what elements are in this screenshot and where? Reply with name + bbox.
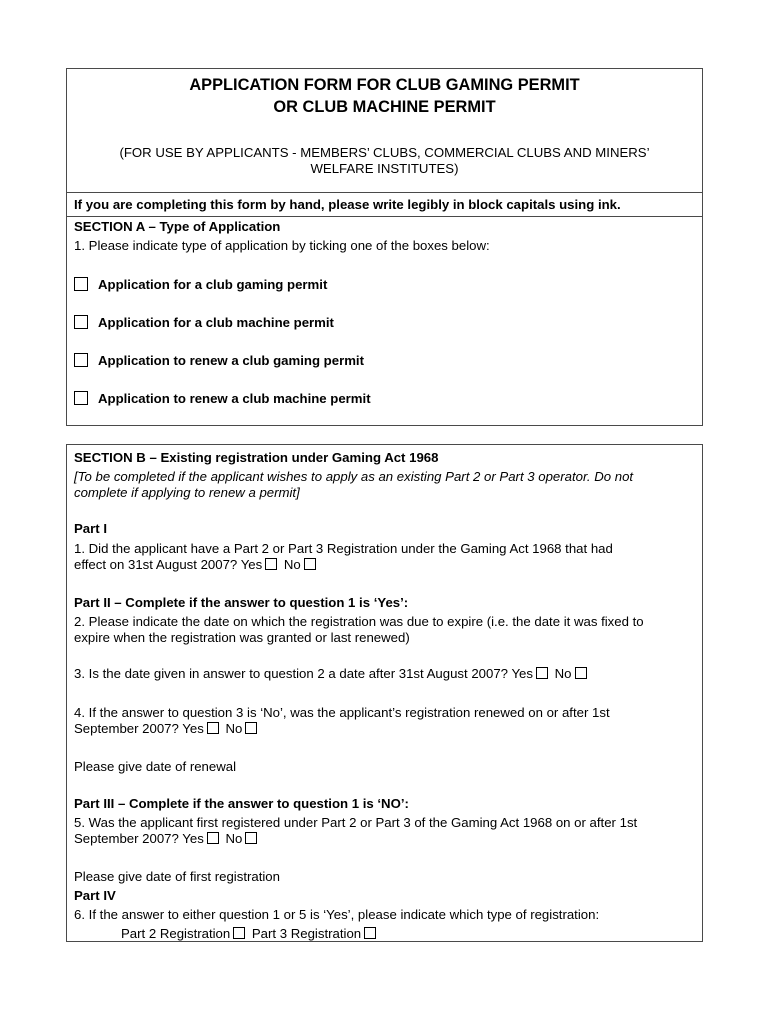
part4-heading: Part IV bbox=[74, 888, 116, 903]
q2-line2: expire when the registration was granted or last renewed) bbox=[74, 630, 410, 645]
q1-line1: 1. Did the applicant have a Part 2 or Part 3 Registration under the Gaming Act 1968 that had bbox=[74, 541, 613, 556]
checkbox-club-machine-permit[interactable] bbox=[74, 315, 88, 329]
checkbox-renew-gaming-permit[interactable] bbox=[74, 353, 88, 367]
section-a-heading: SECTION A – Type of Application bbox=[74, 219, 281, 234]
q4-line2-row: September 2007? Yes No bbox=[74, 721, 260, 737]
q6-options-row: Part 2 Registration Part 3 Registration bbox=[121, 926, 379, 942]
form-subtitle-line1: (FOR USE BY APPLICANTS - MEMBERS’ CLUBS, COMMERCIAL CLUBS AND MINERS’ bbox=[119, 145, 650, 160]
q5-yes-checkbox[interactable] bbox=[207, 832, 219, 844]
q4-yes-checkbox[interactable] bbox=[207, 722, 219, 734]
form-subtitle-line2: WELFARE INSTITUTES) bbox=[310, 161, 459, 176]
divider bbox=[67, 192, 702, 193]
q5-line1: 5. Was the applicant first registered under Part 2 or Part 3 of the Gaming Act 1968 on or after 1st bbox=[74, 815, 638, 830]
checkbox-club-gaming-permit[interactable] bbox=[74, 277, 88, 291]
instruction-text: If you are completing this form by hand, please write legibly in block capitals using ink. bbox=[74, 197, 621, 212]
section-a-question: 1. Please indicate type of application by ticking one of the boxes below: bbox=[74, 238, 490, 253]
option-club-gaming-permit: Application for a club gaming permit bbox=[74, 277, 327, 293]
checkbox-renew-machine-permit[interactable] bbox=[74, 391, 88, 405]
q2-line1: 2. Please indicate the date on which the registration was due to expire (i.e. the date it was fixed to bbox=[74, 614, 644, 629]
q1-line2-row: effect on 31st August 2007? Yes No bbox=[74, 557, 319, 573]
part2-registration-checkbox[interactable] bbox=[233, 927, 245, 939]
q5-no-checkbox[interactable] bbox=[245, 832, 257, 844]
section-a-box bbox=[66, 68, 703, 426]
divider bbox=[67, 216, 702, 217]
section-b-note-line1: [To be completed if the applicant wishes to apply as an existing Part 2 or Part 3 operator. Do not bbox=[74, 469, 634, 484]
q4-no-checkbox[interactable] bbox=[245, 722, 257, 734]
first-registration-prompt: Please give date of first registration bbox=[74, 869, 280, 884]
part3-registration-checkbox[interactable] bbox=[364, 927, 376, 939]
q1-yes-checkbox[interactable] bbox=[265, 558, 277, 570]
q5-line2-row: September 2007? Yes No bbox=[74, 831, 260, 847]
q3-row: 3. Is the date given in answer to question 2 a date after 31st August 2007? Yes No bbox=[74, 666, 590, 682]
section-b-note-line2: complete if applying to renew a permit] bbox=[74, 485, 300, 500]
option-renew-machine-permit: Application to renew a club machine permit bbox=[74, 391, 371, 407]
q4-line1: 4. If the answer to question 3 is ‘No’, was the applicant’s registration renewed on or after 1st bbox=[74, 705, 610, 720]
renewal-date-prompt: Please give date of renewal bbox=[74, 759, 237, 774]
option-club-machine-permit: Application for a club machine permit bbox=[74, 315, 334, 331]
form-title-line2: OR CLUB MACHINE PERMIT bbox=[273, 98, 496, 116]
q1-no-checkbox[interactable] bbox=[304, 558, 316, 570]
option-renew-gaming-permit: Application to renew a club gaming permit bbox=[74, 353, 364, 369]
part2-heading: Part II – Complete if the answer to question 1 is ‘Yes’: bbox=[74, 595, 409, 610]
q3-no-checkbox[interactable] bbox=[575, 667, 587, 679]
part1-heading: Part I bbox=[74, 521, 107, 536]
q3-yes-checkbox[interactable] bbox=[536, 667, 548, 679]
section-b-box bbox=[66, 444, 703, 942]
q6-text: 6. If the answer to either question 1 or 5 is ‘Yes’, please indicate which type of registration: bbox=[74, 907, 600, 922]
section-b-heading: SECTION B – Existing registration under Gaming Act 1968 bbox=[74, 450, 439, 465]
part3-heading: Part III – Complete if the answer to question 1 is ‘NO’: bbox=[74, 796, 409, 811]
form-title-line1: APPLICATION FORM FOR CLUB GAMING PERMIT bbox=[189, 76, 580, 94]
